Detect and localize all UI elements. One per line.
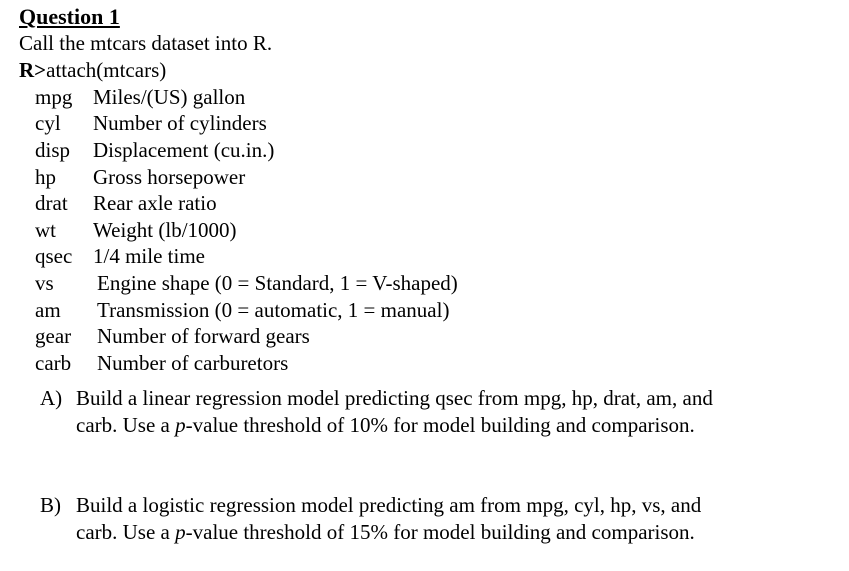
variable-description: Gross horsepower <box>93 165 246 189</box>
variable-description: 1/4 mile time <box>93 244 205 268</box>
variable-row-qsec <box>0 243 849 269</box>
variable-name: cyl <box>35 111 61 135</box>
p-symbol: p <box>175 520 186 544</box>
variable-description: Number of forward gears <box>97 324 310 348</box>
variable-description: Transmission (0 = automatic, 1 = manual) <box>97 298 450 322</box>
question-text-line <box>76 519 695 546</box>
variable-name: gear <box>35 324 72 348</box>
question-b <box>40 492 840 546</box>
variable-description: Number of carburetors <box>97 351 289 375</box>
variable-row-gear <box>0 323 849 349</box>
variable-row-mpg <box>0 84 849 110</box>
question-text-line <box>76 412 695 439</box>
variable-name: wt <box>35 218 56 242</box>
variable-name: am <box>35 298 61 322</box>
variable-row-am <box>0 297 849 323</box>
question-a <box>40 385 840 439</box>
variable-row-vs <box>0 270 849 296</box>
variable-row-drat <box>0 190 849 216</box>
question-text: -value threshold of 15% for model building and comparison. <box>185 520 695 544</box>
variable-row-hp <box>0 164 849 190</box>
question-text-line: Build a logistic regression model predicting am from mpg, cyl, hp, vs, and <box>76 493 702 517</box>
intro-text: Call the mtcars dataset into R. <box>19 31 273 55</box>
variable-description: Displacement (cu.in.) <box>93 138 275 162</box>
variable-name: disp <box>35 138 71 162</box>
variable-name: carb <box>35 351 72 375</box>
variable-row-disp <box>0 137 849 163</box>
r-command-code: attach(mtcars) <box>46 58 167 82</box>
question-letter: A) <box>40 386 63 410</box>
r-command <box>19 57 166 84</box>
variable-name: qsec <box>35 244 73 268</box>
r-prompt: R> <box>19 58 47 82</box>
variable-name: mpg <box>35 85 73 109</box>
question-text: -value threshold of 10% for model building and comparison. <box>185 413 695 437</box>
variable-row-carb <box>0 350 849 376</box>
variable-description: Engine shape (0 = Standard, 1 = V-shaped) <box>97 271 458 295</box>
variable-description: Miles/(US) gallon <box>93 85 246 109</box>
variable-row-cyl <box>0 110 849 136</box>
variable-row-wt <box>0 217 849 243</box>
variable-description: Number of cylinders <box>93 111 267 135</box>
variable-name: vs <box>35 271 54 295</box>
variable-description: Weight (lb/1000) <box>93 218 237 242</box>
question-text: carb. Use a <box>76 520 176 544</box>
question-letter: B) <box>40 493 61 517</box>
p-symbol: p <box>175 413 186 437</box>
variable-name: hp <box>35 165 56 189</box>
question-title: Question 1 <box>19 4 120 29</box>
variable-description: Rear axle ratio <box>93 191 217 215</box>
question-text: carb. Use a <box>76 413 176 437</box>
variable-name: drat <box>35 191 68 215</box>
question-text-line: Build a linear regression model predicting qsec from mpg, hp, drat, am, and <box>76 386 713 410</box>
